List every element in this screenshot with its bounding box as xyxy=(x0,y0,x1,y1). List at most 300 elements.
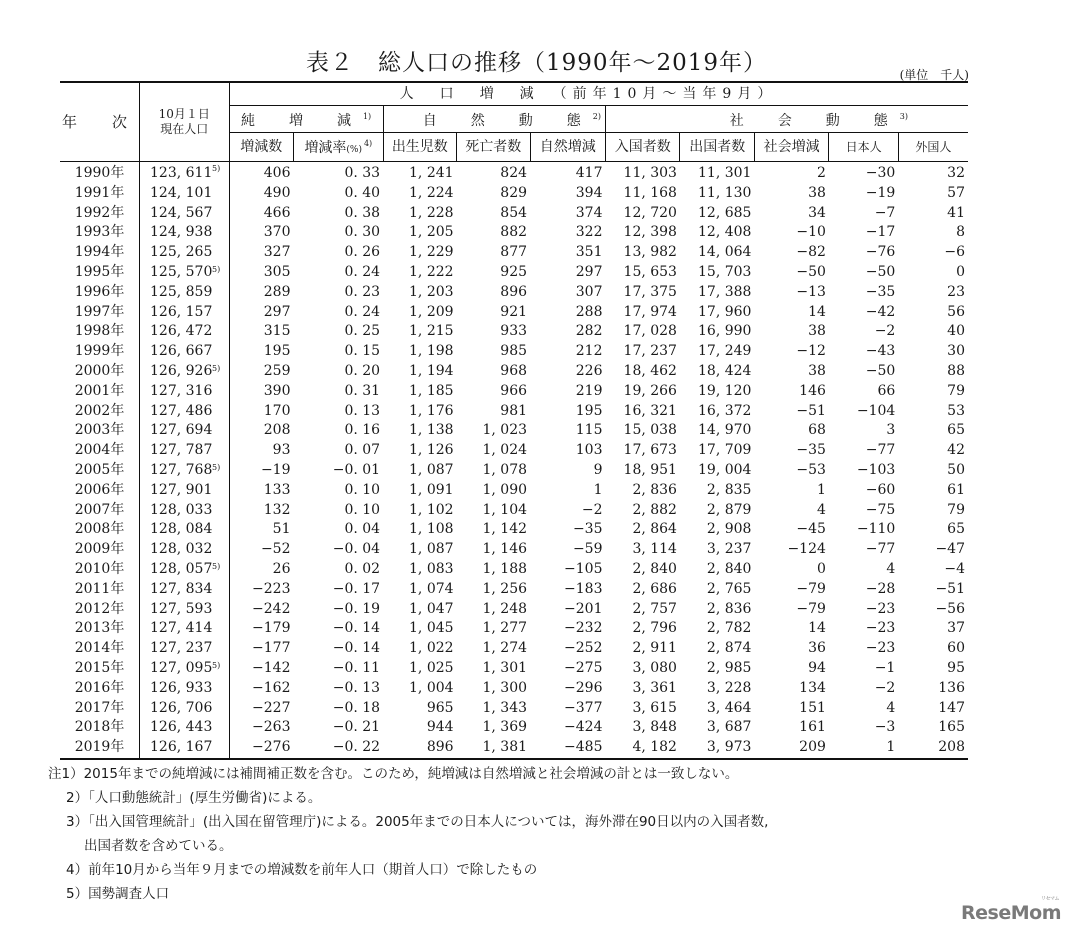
table-row xyxy=(60,718,968,738)
cell-natural: 394 xyxy=(575,184,603,201)
cell-departures: 14, 970 xyxy=(698,422,752,439)
cell-entries: 17, 375 xyxy=(623,283,677,300)
cell-entries: 3, 114 xyxy=(632,541,677,558)
cell-social: 4 xyxy=(816,501,826,518)
cell-japanese: −110 xyxy=(856,521,896,538)
cell-deaths: 1, 343 xyxy=(482,699,528,716)
cell-births: 1, 224 xyxy=(409,184,454,201)
cell-natural: 195 xyxy=(575,402,603,419)
cell-deaths: 1, 256 xyxy=(482,580,528,597)
cell-population-value: 127, 414 xyxy=(150,620,213,637)
cell-departures: 3, 464 xyxy=(706,699,752,716)
table-row xyxy=(60,382,968,402)
cell-deaths: 968 xyxy=(500,362,528,379)
cell-year: 1990年 xyxy=(60,162,140,184)
cell-natural: 288 xyxy=(575,303,603,320)
table-row xyxy=(60,184,968,204)
cell-foreign: 136 xyxy=(938,679,965,696)
cell-natural: −252 xyxy=(564,640,603,657)
cell-foreign: 41 xyxy=(947,204,965,221)
cell-entries: 18, 462 xyxy=(623,362,677,379)
cell-births: 1, 203 xyxy=(409,283,454,300)
cell-rate: −0. 22 xyxy=(294,738,384,759)
cell-deaths: 921 xyxy=(500,303,528,320)
table-row xyxy=(60,481,968,501)
cell-departures: 2, 836 xyxy=(706,600,752,617)
cell-rate: 0. 16 xyxy=(344,422,381,439)
logo-kana: リセマム xyxy=(1041,896,1059,902)
cell-social: 151 xyxy=(799,699,826,716)
cell-deaths: 1, 023 xyxy=(482,422,528,439)
cell-rate: −0. 13 xyxy=(332,679,381,696)
cell-change: −242 xyxy=(252,600,291,617)
cell-foreign: 8 xyxy=(956,224,965,241)
cell-population-value: 127, 237 xyxy=(150,640,213,657)
cell-population xyxy=(140,659,230,679)
cell-social: 209 xyxy=(754,738,828,759)
cell-foreign: 57 xyxy=(947,184,965,201)
table-row xyxy=(60,600,968,620)
cell-rate: 0. 24 xyxy=(344,303,381,320)
cell-population-value: 126, 926 xyxy=(150,362,213,379)
cell-entries: 19, 266 xyxy=(623,382,677,399)
cell-deaths: 1, 300 xyxy=(482,679,528,696)
cell-population xyxy=(140,184,230,204)
cell-rate: −0. 21 xyxy=(332,719,381,736)
cell-social: −79 xyxy=(796,580,826,597)
cell-entries: 2, 796 xyxy=(632,620,677,637)
cell-foreign: 165 xyxy=(938,719,965,736)
cell-population-value: 126, 443 xyxy=(150,719,213,736)
cell-japanese: −17 xyxy=(865,224,896,241)
cell-rate: −0. 14 xyxy=(332,640,381,657)
cell-natural: 322 xyxy=(575,224,603,241)
cell-change: −162 xyxy=(252,679,291,696)
cell-births: 965 xyxy=(426,699,454,716)
cell-births: 1, 126 xyxy=(409,442,454,459)
cell-foreign: −6 xyxy=(944,244,965,261)
cell-rate: 0. 31 xyxy=(344,382,381,399)
cell-year: 2018年 xyxy=(60,718,140,738)
cell-births: 1, 209 xyxy=(409,303,454,320)
cell-rate: −0. 11 xyxy=(332,659,381,676)
cell-births: 1, 022 xyxy=(409,640,454,657)
cell-social: 14 xyxy=(808,620,826,637)
cell-social: 146 xyxy=(799,382,826,399)
cell-natural: −296 xyxy=(564,679,603,696)
cell-births: 1, 108 xyxy=(409,521,454,538)
cell-japanese: −1 xyxy=(874,659,896,676)
cell-social: 134 xyxy=(799,679,826,696)
footnote-ref: 5) xyxy=(212,164,221,173)
cell-deaths: 824 xyxy=(500,165,528,181)
cell-population-value: 125, 265 xyxy=(150,244,213,261)
cell-year: 2010年 xyxy=(60,560,140,580)
cell-departures: 12, 408 xyxy=(698,224,752,241)
cell-change: 132 xyxy=(263,501,291,518)
cell-japanese: −2 xyxy=(874,679,896,696)
cell-births: 1, 215 xyxy=(409,323,454,340)
cell-year: 1998年 xyxy=(60,322,140,342)
cell-population-value: 127, 095 xyxy=(150,659,213,676)
cell-departures: 17, 388 xyxy=(698,283,752,300)
table-row xyxy=(60,540,968,560)
cell-departures: 2, 985 xyxy=(706,659,752,676)
cell-japanese: −28 xyxy=(865,580,896,597)
cell-deaths: 1, 024 xyxy=(482,442,528,459)
cell-foreign: 53 xyxy=(947,402,965,419)
cell-population-value: 126, 667 xyxy=(150,343,213,360)
cell-year: 2011年 xyxy=(60,580,140,600)
cell-foreign: 56 xyxy=(947,303,965,320)
cell-rate: 0. 04 xyxy=(344,521,381,538)
cell-year: 2001年 xyxy=(60,382,140,402)
cell-social: 36 xyxy=(808,640,826,657)
cell-year: 2003年 xyxy=(60,421,140,441)
cell-foreign: 88 xyxy=(947,362,965,379)
cell-social: −35 xyxy=(796,442,826,459)
header-change-rate-label: 増減率 xyxy=(304,140,347,156)
cell-entries: 12, 398 xyxy=(623,224,677,241)
cell-population-value: 127, 834 xyxy=(150,580,213,597)
header-social-change-label: 社 会 動 態 xyxy=(729,113,898,129)
cell-year: 2014年 xyxy=(60,639,140,659)
cell-change: 26 xyxy=(272,560,291,577)
header-change-rate-unit: (%) xyxy=(346,145,362,155)
cell-population xyxy=(140,619,230,639)
cell-year: 2006年 xyxy=(60,481,140,501)
cell-deaths: 829 xyxy=(500,184,528,201)
cell-rate: 0. 20 xyxy=(344,362,381,379)
footnote-ref: 4) xyxy=(363,139,373,148)
cell-deaths: 933 xyxy=(500,323,528,340)
cell-births: 896 xyxy=(383,738,456,759)
header-natural-change-label: 自 然 動 態 xyxy=(422,113,591,129)
cell-natural: −424 xyxy=(564,719,603,736)
cell-rate: 0. 15 xyxy=(344,343,381,360)
cell-rate: 0. 23 xyxy=(344,283,381,300)
cell-deaths: 1, 188 xyxy=(482,560,528,577)
header-births: 出生児数 xyxy=(383,133,456,162)
cell-foreign: 23 xyxy=(947,283,965,300)
cell-japanese: −104 xyxy=(856,402,896,419)
cell-population xyxy=(140,223,230,243)
cell-natural: −275 xyxy=(564,659,603,676)
cell-deaths: 1, 381 xyxy=(457,738,530,759)
cell-population-value: 125, 859 xyxy=(150,283,213,300)
cell-social: −50 xyxy=(796,263,826,280)
cell-departures: 2, 782 xyxy=(706,620,752,637)
header-change-rate xyxy=(294,133,384,162)
cell-population xyxy=(140,679,230,699)
cell-population xyxy=(140,580,230,600)
cell-natural: 115 xyxy=(575,422,603,439)
table-row xyxy=(60,441,968,461)
cell-foreign: 60 xyxy=(947,640,965,657)
cell-year: 2004年 xyxy=(60,441,140,461)
cell-social: 161 xyxy=(799,719,826,736)
cell-year: 1999年 xyxy=(60,342,140,362)
cell-rate: 0. 38 xyxy=(344,204,381,221)
cell-foreign: 65 xyxy=(947,422,965,439)
cell-deaths: 854 xyxy=(500,204,528,221)
cell-japanese: 4 xyxy=(886,560,896,577)
cell-change: 406 xyxy=(263,165,291,181)
header-social-change xyxy=(606,106,969,133)
table-row xyxy=(60,520,968,540)
cell-social: −10 xyxy=(796,224,826,241)
table-row xyxy=(60,421,968,441)
cell-rate: 0. 33 xyxy=(344,165,381,181)
cell-social: −79 xyxy=(796,600,826,617)
cell-change: −19 xyxy=(260,461,291,478)
cell-population-value: 127, 316 xyxy=(150,382,213,399)
cell-departures: 3, 687 xyxy=(706,719,752,736)
cell-population-value: 124, 101 xyxy=(150,184,213,201)
cell-change: 51 xyxy=(272,521,291,538)
cell-departures: 17, 709 xyxy=(698,442,752,459)
cell-natural: 282 xyxy=(575,323,603,340)
cell-foreign: 50 xyxy=(947,461,965,478)
header-deaths: 死亡者数 xyxy=(457,133,530,162)
cell-social: −124 xyxy=(787,541,826,558)
cell-deaths: 1, 078 xyxy=(482,461,528,478)
footnote-5: 5）国勢調査人口 xyxy=(66,886,170,902)
cell-japanese: −35 xyxy=(865,283,896,300)
cell-population-value: 127, 486 xyxy=(150,402,213,419)
cell-deaths: 1, 142 xyxy=(482,521,528,538)
cell-japanese: 4 xyxy=(886,699,896,716)
cell-change: −179 xyxy=(252,620,291,637)
cell-japanese: −23 xyxy=(865,600,896,617)
logo-text: ReseMom xyxy=(961,902,1061,924)
cell-rate: 0. 24 xyxy=(344,263,381,280)
cell-population-value: 126, 157 xyxy=(150,303,213,320)
table-title: 表２ 総人口の推移（1990年～2019年） xyxy=(305,50,768,76)
cell-entries: 12, 720 xyxy=(623,204,677,221)
footnote-1: 注1）2015年までの純増減には補間補正数を含む。このため，純増減は自然増減と社会増減の計とは一致しない。 xyxy=(48,766,739,782)
cell-departures: 17, 960 xyxy=(698,303,752,320)
cell-rate: −0. 18 xyxy=(332,699,381,716)
cell-entries: 3, 848 xyxy=(632,719,677,736)
cell-departures: 2, 765 xyxy=(706,580,752,597)
header-population-line2: 現在人口 xyxy=(160,122,209,136)
table-row xyxy=(60,501,968,521)
cell-deaths: 1, 104 xyxy=(482,501,528,518)
cell-deaths: 1, 146 xyxy=(482,541,528,558)
cell-departures: 12, 685 xyxy=(698,204,752,221)
header-net-change-label: 純 増 減 xyxy=(240,113,361,129)
cell-population-value: 127, 694 xyxy=(150,422,213,439)
cell-foreign: −56 xyxy=(935,600,965,617)
cell-change: 490 xyxy=(263,184,291,201)
footnote-3: 3）「出入国管理統計」(出入国在留管理庁)による。2005年までの日本人については，海外滞在90日以内の入国者数, xyxy=(66,814,769,830)
cell-natural: −377 xyxy=(564,699,603,716)
cell-population-value: 127, 787 xyxy=(150,442,213,459)
resemom-logo xyxy=(961,896,1061,924)
cell-social: 14 xyxy=(808,303,826,320)
cell-births: 1, 176 xyxy=(409,402,454,419)
cell-rate: −0. 14 xyxy=(332,620,381,637)
cell-departures: 15, 703 xyxy=(698,263,752,280)
cell-year: 2015年 xyxy=(60,659,140,679)
footnote-2: 2）「人口動態統計」(厚生労働省)による。 xyxy=(66,790,322,806)
cell-births: 1, 194 xyxy=(409,362,454,379)
cell-rate: −0. 19 xyxy=(332,600,381,617)
cell-year: 2002年 xyxy=(60,402,140,422)
cell-entries: 11, 168 xyxy=(623,184,677,201)
cell-year: 1997年 xyxy=(60,303,140,323)
cell-change: −227 xyxy=(252,699,291,716)
cell-departures: 16, 372 xyxy=(698,402,752,419)
cell-population-value: 125, 570 xyxy=(150,263,213,280)
cell-births: 1, 025 xyxy=(409,659,454,676)
cell-natural: −2 xyxy=(581,501,603,518)
cell-population xyxy=(140,162,230,184)
cell-social: 34 xyxy=(808,204,826,221)
cell-population-value: 123, 611 xyxy=(150,165,213,181)
cell-entries: 17, 974 xyxy=(623,303,677,320)
cell-population-value: 127, 593 xyxy=(150,600,213,617)
cell-departures: 11, 301 xyxy=(698,165,752,181)
cell-rate: 0. 25 xyxy=(344,323,381,340)
cell-population xyxy=(140,263,230,283)
cell-social: 94 xyxy=(808,659,826,676)
cell-foreign: 79 xyxy=(947,501,965,518)
cell-natural: −232 xyxy=(564,620,603,637)
cell-change: 466 xyxy=(263,204,291,221)
cell-births: 944 xyxy=(426,719,454,736)
cell-population xyxy=(140,560,230,580)
cell-deaths: 1, 301 xyxy=(482,659,528,676)
cell-deaths: 882 xyxy=(500,224,528,241)
cell-births: 1, 087 xyxy=(409,541,454,558)
cell-social: 1 xyxy=(816,481,826,498)
cell-change: 289 xyxy=(263,283,291,300)
cell-population-value: 126, 933 xyxy=(150,679,213,696)
cell-year: 2008年 xyxy=(60,520,140,540)
cell-deaths: 966 xyxy=(500,382,528,399)
cell-foreign: 30 xyxy=(947,343,965,360)
cell-japanese: −103 xyxy=(856,461,896,478)
footnote-3-continued: 出国者数を含めている。 xyxy=(84,838,233,854)
cell-population xyxy=(140,303,230,323)
cell-change: 370 xyxy=(263,224,291,241)
cell-natural: −183 xyxy=(564,580,603,597)
cell-social: 0 xyxy=(816,560,826,577)
unit-label: (単位 千人) xyxy=(899,68,969,82)
header-population-line1: 10月１日 xyxy=(158,107,210,121)
header-natural-change-count: 自然増減 xyxy=(530,133,605,162)
cell-departures: 3, 237 xyxy=(706,541,752,558)
cell-japanese: −76 xyxy=(865,244,896,261)
cell-population-value: 128, 033 xyxy=(150,501,213,518)
cell-change: −177 xyxy=(252,640,291,657)
cell-entries: 16, 321 xyxy=(623,402,677,419)
cell-population xyxy=(140,382,230,402)
cell-rate: 0. 02 xyxy=(344,560,381,577)
cell-departures: 19, 004 xyxy=(698,461,752,478)
cell-natural: −201 xyxy=(564,600,603,617)
table-row xyxy=(60,679,968,699)
table-row xyxy=(60,162,968,184)
cell-deaths: 1, 274 xyxy=(482,640,528,657)
cell-population xyxy=(140,738,230,759)
cell-entries: 2, 882 xyxy=(632,501,677,518)
cell-year: 1991年 xyxy=(60,184,140,204)
cell-japanese: −42 xyxy=(865,303,896,320)
cell-change: −52 xyxy=(260,541,291,558)
cell-population-value: 126, 472 xyxy=(150,323,213,340)
cell-deaths: 925 xyxy=(500,263,528,280)
cell-foreign: 32 xyxy=(947,165,965,181)
cell-foreign: 40 xyxy=(947,323,965,340)
cell-population-value: 126, 706 xyxy=(150,699,213,716)
cell-social: 2 xyxy=(816,165,826,181)
table-row xyxy=(60,699,968,719)
table-row xyxy=(60,223,968,243)
cell-births: 1, 205 xyxy=(409,224,454,241)
cell-year: 2012年 xyxy=(60,600,140,620)
cell-japanese: 66 xyxy=(877,382,896,399)
cell-japanese: −43 xyxy=(865,343,896,360)
cell-rate: −0. 17 xyxy=(332,580,381,597)
cell-year: 2005年 xyxy=(60,461,140,481)
cell-japanese: −2 xyxy=(874,323,896,340)
footnote-ref: 5) xyxy=(212,462,221,472)
cell-departures: 17, 249 xyxy=(698,343,752,360)
cell-foreign: 0 xyxy=(956,263,965,280)
cell-births: 1, 004 xyxy=(409,679,454,696)
cell-population xyxy=(140,283,230,303)
cell-year: 2013年 xyxy=(60,619,140,639)
cell-population xyxy=(140,204,230,224)
cell-births: 1, 091 xyxy=(409,481,454,498)
cell-entries: 17, 028 xyxy=(623,323,677,340)
cell-departures: 19, 120 xyxy=(698,382,752,399)
cell-departures: 2, 835 xyxy=(706,481,752,498)
cell-natural: 226 xyxy=(575,362,603,379)
cell-foreign: −4 xyxy=(944,560,965,577)
cell-natural: 9 xyxy=(593,461,603,478)
cell-population xyxy=(140,600,230,620)
cell-natural: 374 xyxy=(575,204,603,221)
cell-rate: 0. 40 xyxy=(344,184,381,201)
table-row xyxy=(60,619,968,639)
cell-rate: 0. 10 xyxy=(344,481,381,498)
cell-natural: 219 xyxy=(575,382,603,399)
cell-population xyxy=(140,362,230,382)
cell-deaths: 896 xyxy=(500,283,528,300)
cell-japanese: −60 xyxy=(865,481,896,498)
cell-entries: 15, 653 xyxy=(623,263,677,280)
cell-foreign: 37 xyxy=(947,620,965,637)
table-row xyxy=(60,322,968,342)
cell-natural: 351 xyxy=(575,244,603,261)
cell-japanese: 3 xyxy=(886,422,896,439)
cell-population xyxy=(140,718,230,738)
cell-year: 1993年 xyxy=(60,223,140,243)
cell-japanese: −50 xyxy=(865,263,896,280)
cell-rate: −0. 04 xyxy=(332,541,381,558)
cell-departures: 3, 228 xyxy=(706,679,752,696)
cell-japanese: −23 xyxy=(865,620,896,637)
cell-change: −142 xyxy=(252,659,291,676)
table-row xyxy=(60,243,968,263)
cell-entries: 17, 673 xyxy=(623,442,677,459)
cell-natural: −105 xyxy=(564,560,603,577)
header-foreign: 外国人 xyxy=(898,133,968,162)
